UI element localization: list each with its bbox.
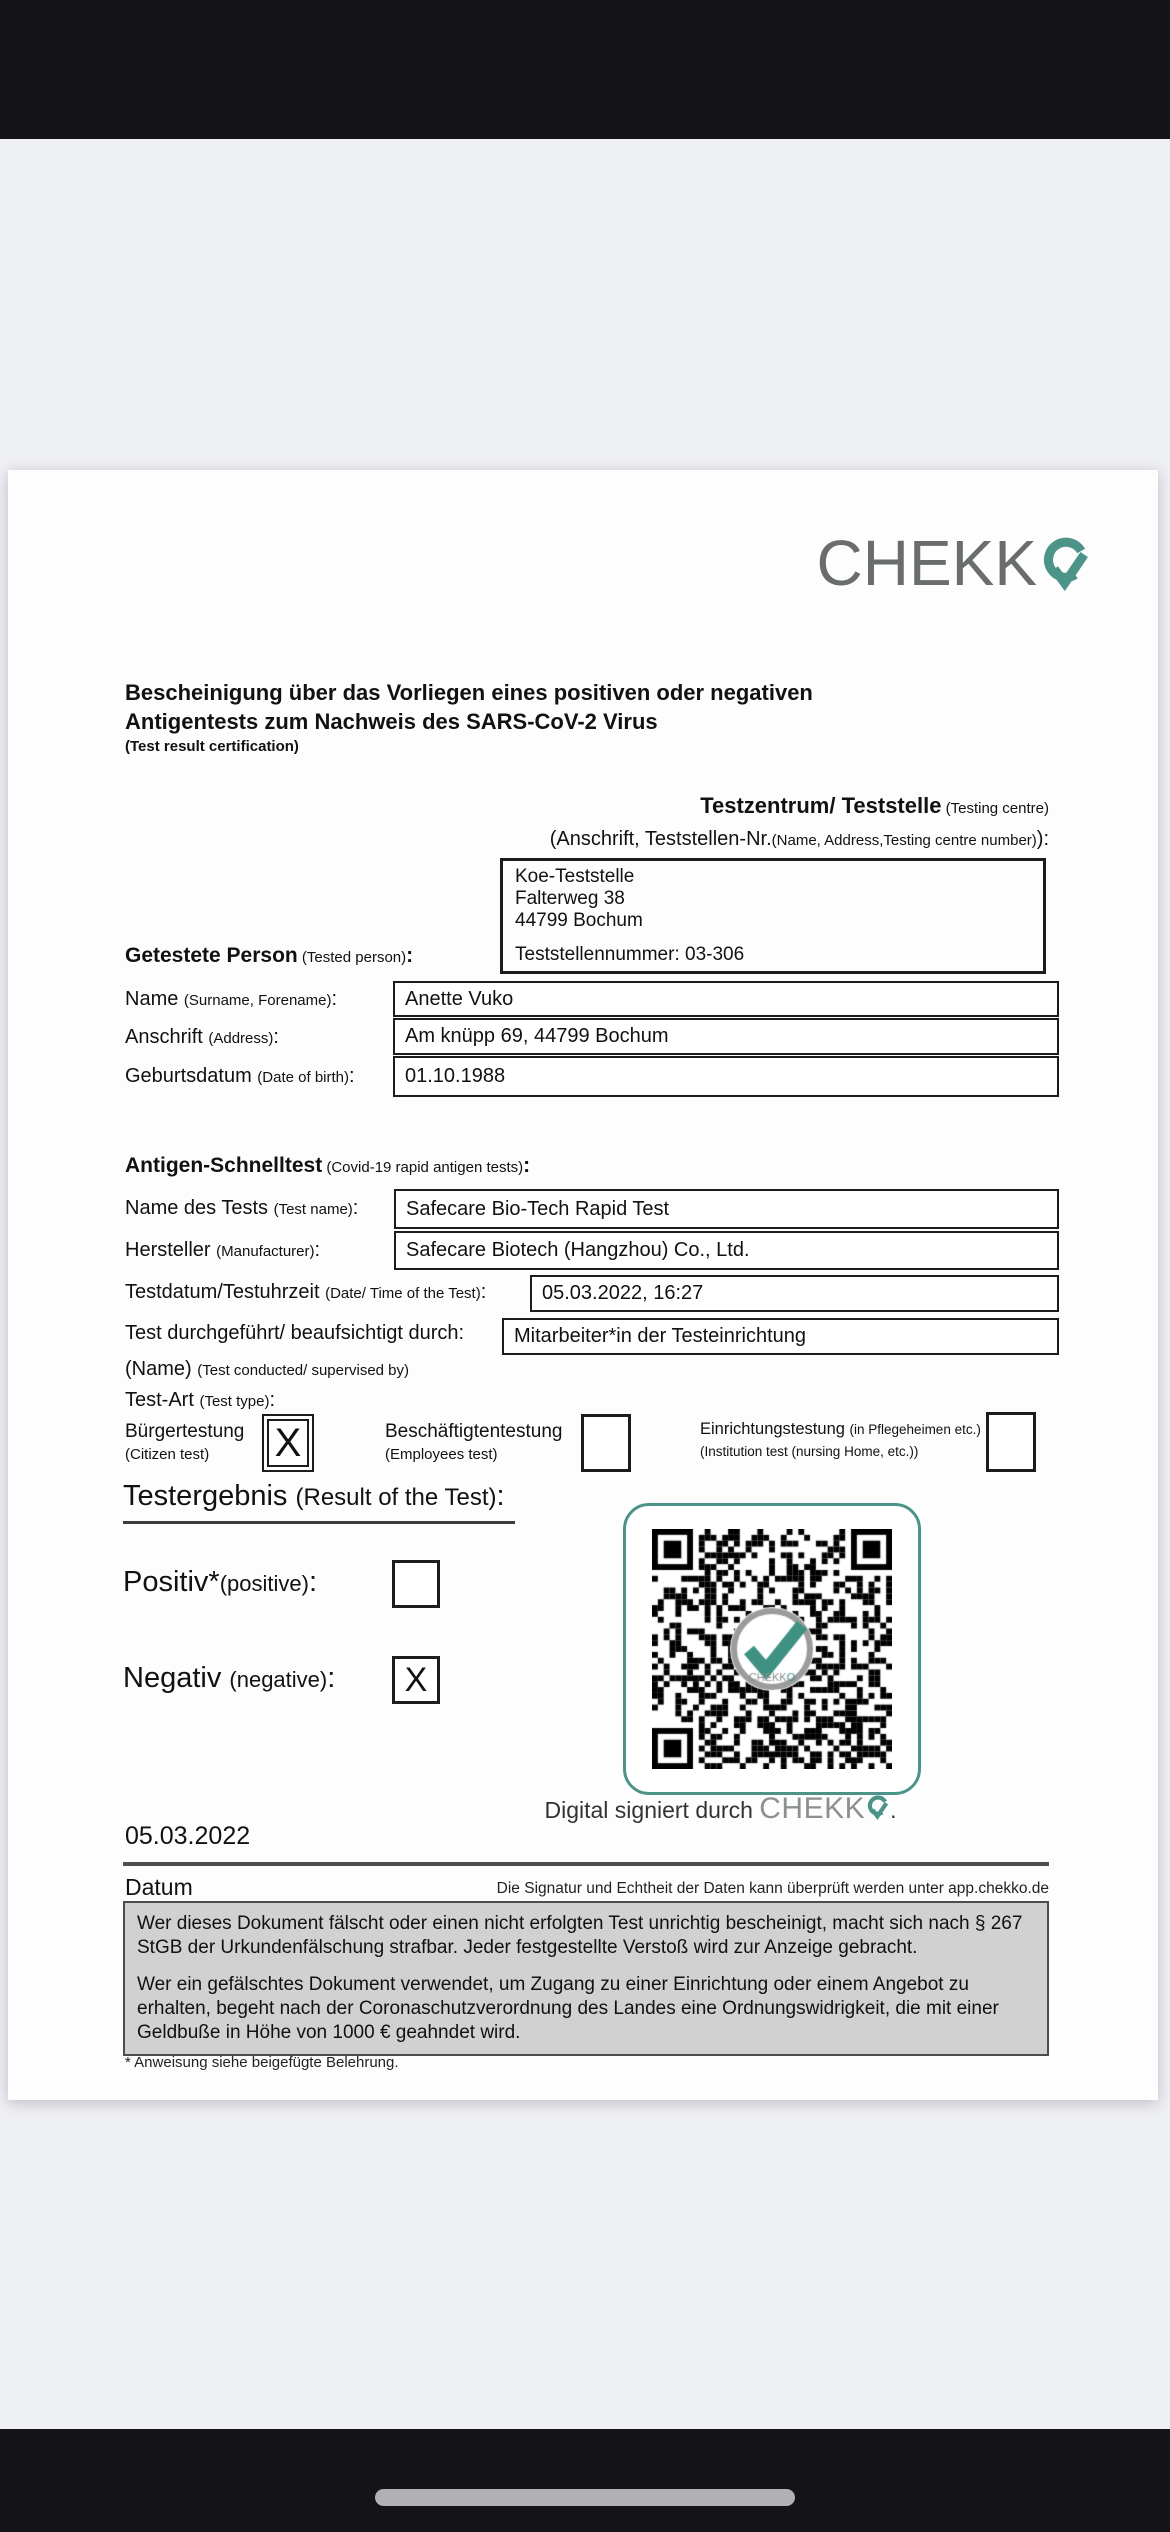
negative-label: Negativ (negative): — [123, 1662, 336, 1694]
legal-paragraph-1: Wer dieses Dokument fälscht oder einen nicht erfolgten Test unrichtig bescheinigt, macht sich nach § 267 StGB der Urkundenfälschung strafbar. Jeder festgestellte Verstoß wird zur Anzeige gebracht. — [137, 1913, 1023, 1958]
test-centre-heading-sub: (Testing centre) — [941, 800, 1049, 817]
test-name-label: Name des Tests (Test name): — [125, 1197, 359, 1219]
test-name-field: Safecare Bio-Tech Rapid Test — [394, 1189, 1059, 1229]
address-label: Anschrift (Address): — [125, 1026, 279, 1048]
result-heading: Testergebnis (Result of the Test): — [123, 1480, 515, 1524]
test-type-heading: Test-Art (Test type): — [125, 1389, 276, 1411]
title-line-2: Antigentests zum Nachweis des SARS-CoV-2 Virus — [125, 709, 658, 734]
verify-note: Die Signatur und Echtheit der Daten kann überprüft werden unter app.chekko.de — [496, 1880, 1049, 1897]
digitally-signed-line: Digital signiert durch CHEKK . — [544, 1792, 897, 1825]
home-indicator[interactable] — [375, 2489, 795, 2506]
legal-warning-box — [123, 1901, 1049, 2056]
test-centre-line2-sub: (Name, Address,Testing centre number) — [771, 832, 1037, 849]
test-centre-line2-main: (Anschrift, Teststellen-Nr. — [549, 828, 772, 850]
test-datetime-field: 05.03.2022, 16:27 — [530, 1275, 1059, 1312]
date-label: Datum — [125, 1874, 193, 1900]
qr-code — [652, 1529, 892, 1769]
address-field: Am knüpp 69, 44799 Bochum — [393, 1018, 1059, 1055]
conducted-by-field: Mitarbeiter*in der Testeinrichtung — [502, 1318, 1059, 1355]
name-label: Name (Surname, Forename): — [125, 988, 338, 1010]
title-line-1: Bescheinigung über das Vorliegen eines positiven oder negativen — [125, 680, 813, 705]
citizen-test-label: Bürgertestung (Citizen test) — [125, 1421, 245, 1463]
birthdate-label: Geburtsdatum (Date of birth): — [125, 1065, 355, 1087]
chekko-logo-small-text: CHEKK — [759, 1792, 866, 1825]
birthdate-field: 01.10.1988 — [393, 1056, 1059, 1097]
institution-test-checkbox[interactable] — [986, 1412, 1036, 1472]
status-bar — [0, 0, 1170, 139]
test-centre-name: Koe-Teststelle — [515, 866, 635, 887]
manufacturer-field: Safecare Biotech (Hangzhou) Co., Ltd. — [394, 1231, 1059, 1270]
manufacturer-label: Hersteller (Manufacturer): — [125, 1239, 321, 1261]
chekko-pin-icon — [1037, 527, 1092, 600]
conducted-by-label: Test durchgeführt/ beaufsichtigt durch: — [125, 1322, 465, 1344]
negative-checkbox[interactable]: X — [392, 1656, 440, 1704]
positive-checkbox[interactable] — [392, 1560, 440, 1608]
tested-person-heading-sub: (Tested person) — [297, 949, 407, 966]
test-centre-heading-main: Testzentrum/ Teststelle — [700, 793, 942, 818]
chekko-logo-text: CHEKK — [816, 527, 1037, 599]
name-field: Anette Vuko — [393, 981, 1059, 1017]
qr-code-frame — [623, 1503, 921, 1795]
bottom-bar — [0, 2429, 1170, 2532]
test-datetime-label: Testdatum/Testuhrzeit (Date/ Time of the Test): — [125, 1281, 487, 1303]
test-centre-number: Teststellennummer: 03-306 — [515, 944, 745, 965]
test-centre-city: 44799 Bochum — [515, 910, 643, 931]
document-title — [125, 678, 813, 755]
positive-label: Positiv*(positive): — [123, 1566, 318, 1598]
legal-paragraph-2: Wer ein gefälschtes Dokument verwendet, um Zugang zu einer Einrichtung oder einem Angebot zu erhalten, begeht nach der Coronaschutzverordnung des Landes eine Ordnungswidrigkeit, die mit einer Geldbuße in Höhe von 1000 € geahndet wird. — [137, 1974, 999, 2043]
footnote: * Anweisung siehe beigefügte Belehrung. — [125, 2054, 399, 2071]
employees-test-label: Beschäftigtentestung (Employees test) — [385, 1421, 563, 1463]
test-centre-line2-tail: ): — [1036, 828, 1049, 850]
citizen-test-checkbox[interactable] — [262, 1414, 314, 1472]
test-centre-street: Falterweg 38 — [515, 888, 625, 909]
tested-person-heading — [125, 944, 413, 968]
title-subtitle: (Test result certification) — [125, 738, 299, 755]
signature-date: 05.03.2022 — [125, 1822, 251, 1850]
antigen-heading: Antigen-Schnelltest (Covid-19 rapid antigen tests): — [125, 1154, 531, 1177]
institution-test-label: Einrichtungstestung (in Pflegeheimen etc.) (Institution test (nursing Home, etc.)) — [700, 1420, 981, 1459]
signature-rule — [123, 1862, 1049, 1866]
test-centre-heading — [550, 790, 1049, 856]
certificate-document — [8, 470, 1158, 2100]
tested-person-heading-main: Getestete Person — [125, 944, 298, 967]
tested-person-heading-tail: : — [406, 944, 414, 967]
chekko-logo — [817, 526, 1093, 600]
chekko-pin-small-icon — [865, 1805, 890, 1822]
conducted-by-note: (Name) (Test conducted/ supervised by) — [125, 1358, 410, 1380]
citizen-test-checkbox-mark: X — [267, 1419, 309, 1467]
employees-test-checkbox[interactable] — [581, 1414, 631, 1472]
test-centre-address-box — [500, 858, 1046, 974]
